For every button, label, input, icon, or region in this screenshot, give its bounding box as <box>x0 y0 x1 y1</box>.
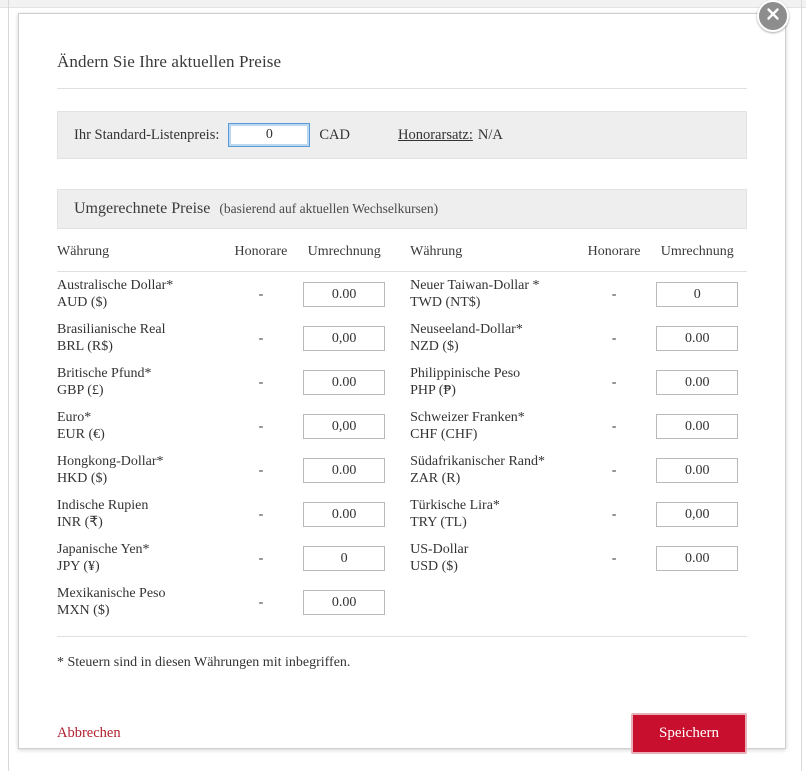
currency-name: Philippinische Peso <box>410 366 521 382</box>
currency-cell <box>57 448 227 492</box>
currency-code: HKD ($) <box>57 470 108 486</box>
currency-name: Türkische Lira* <box>410 498 500 514</box>
list-price-currency: CAD <box>319 126 350 143</box>
conversion-cell <box>648 404 747 448</box>
conversion-cell <box>648 492 747 536</box>
conversion-cell <box>648 448 747 492</box>
page-right-rule <box>801 0 802 771</box>
currency-code: TWD (NT$) <box>410 294 481 310</box>
currency-name: Schweizer Franken* <box>410 410 525 426</box>
conversion-input-left[interactable] <box>303 458 385 483</box>
header-currency-right: Währung <box>410 235 580 272</box>
fee-cell: - <box>611 506 617 522</box>
currency-name: Japanische Yen* <box>57 542 150 558</box>
conversion-input-right[interactable] <box>656 326 738 351</box>
conversion-input-right[interactable] <box>656 414 738 439</box>
currency-cell <box>57 316 227 360</box>
conversion-input-right[interactable] <box>656 370 738 395</box>
table-row <box>57 316 747 360</box>
row-spacer <box>394 536 410 580</box>
page-top-bar <box>0 0 806 8</box>
conversion-cell <box>294 272 393 317</box>
fee-cell: - <box>611 330 617 346</box>
conversion-input-left[interactable] <box>303 546 385 571</box>
conversion-cell <box>294 536 393 580</box>
currency-code: TRY (TL) <box>410 514 467 530</box>
list-price-row <box>57 111 747 159</box>
conversion-cell <box>648 360 747 404</box>
currency-rows <box>57 272 747 625</box>
modal-body <box>57 52 747 754</box>
currency-cell <box>410 492 580 536</box>
currency-code: PHP (₱) <box>410 382 456 398</box>
currency-cell <box>410 272 580 317</box>
save-button[interactable]: Speichern <box>631 713 747 754</box>
currency-name: Mexikanische Peso <box>57 586 166 602</box>
conversion-input-right[interactable] <box>656 282 738 307</box>
currency-code: USD ($) <box>410 558 458 574</box>
conversion-cell <box>294 316 393 360</box>
page-title: Ändern Sie Ihre aktuellen Preise <box>57 52 747 89</box>
empty-conversion-cell <box>648 580 747 624</box>
currency-cell <box>57 536 227 580</box>
converted-prices-title: Umgerechnete Preise <box>74 200 211 217</box>
row-spacer <box>394 272 410 317</box>
header-spacer <box>394 235 410 272</box>
currency-cell <box>410 316 580 360</box>
fee-rate-link[interactable]: Honorarsatz: <box>398 126 473 143</box>
conversion-input-right[interactable] <box>656 502 738 527</box>
tax-footnote: * Steuern sind in diesen Währungen mit inbegriffen. <box>57 636 747 671</box>
table-row <box>57 360 747 404</box>
currency-name: Südafrikanischer Rand* <box>410 454 546 470</box>
cancel-link[interactable]: Abbrechen <box>57 725 121 742</box>
currency-code: INR (₹) <box>57 514 103 530</box>
converted-prices-subtitle: (basierend auf aktuellen Wechselkursen) <box>219 201 439 216</box>
currency-cell <box>57 360 227 404</box>
currency-cell <box>410 448 580 492</box>
row-spacer <box>394 448 410 492</box>
fee-cell: - <box>611 286 617 302</box>
currency-cell <box>410 536 580 580</box>
currency-name: US-Dollar <box>410 542 469 558</box>
converted-prices-header <box>57 189 747 229</box>
table-row <box>57 580 747 624</box>
conversion-input-left[interactable] <box>303 414 385 439</box>
row-spacer <box>394 492 410 536</box>
conversion-input-left[interactable] <box>303 370 385 395</box>
conversion-input-left[interactable] <box>303 282 385 307</box>
conversion-cell <box>294 492 393 536</box>
conversion-input-left[interactable] <box>303 326 385 351</box>
table-row <box>57 272 747 317</box>
empty-fee-cell <box>581 580 648 624</box>
currency-code: EUR (€) <box>57 426 105 442</box>
row-spacer <box>394 580 410 624</box>
empty-currency-cell <box>410 580 580 624</box>
header-currency-left: Währung <box>57 235 227 272</box>
conversion-cell <box>648 272 747 317</box>
fee-cell: - <box>258 374 264 390</box>
currency-cell <box>57 580 227 624</box>
fee-cell: - <box>258 550 264 566</box>
currency-code: GBP (£) <box>57 382 104 398</box>
fee-cell: - <box>258 330 264 346</box>
currency-name: Euro* <box>57 410 92 426</box>
currency-code: ZAR (R) <box>410 470 461 486</box>
table-row <box>57 404 747 448</box>
fee-cell: - <box>258 418 264 434</box>
currency-cell <box>410 404 580 448</box>
currency-cell <box>57 272 227 317</box>
modal-actions <box>57 713 747 754</box>
fee-cell: - <box>258 594 264 610</box>
close-icon[interactable] <box>757 0 789 32</box>
fee-cell: - <box>258 506 264 522</box>
currency-name: Neuseeland-Dollar* <box>410 322 523 338</box>
currency-cell <box>57 492 227 536</box>
header-conversion-left: Umrechnung <box>294 235 393 272</box>
fee-cell: - <box>611 550 617 566</box>
page-left-rule <box>8 0 9 771</box>
currency-cell <box>410 360 580 404</box>
currency-name: Australische Dollar* <box>57 278 174 293</box>
currency-name: Hongkong-Dollar* <box>57 454 164 470</box>
fee-cell: - <box>611 374 617 390</box>
conversion-input-right[interactable] <box>656 546 738 571</box>
row-spacer <box>394 404 410 448</box>
conversion-cell <box>294 404 393 448</box>
header-fees-right: Honorare <box>581 235 648 272</box>
row-spacer <box>394 316 410 360</box>
currency-cell <box>57 404 227 448</box>
conversion-input-left[interactable] <box>303 590 385 615</box>
fee-cell: - <box>611 418 617 434</box>
header-conversion-right: Umrechnung <box>648 235 747 272</box>
currency-code: JPY (¥) <box>57 558 100 574</box>
fee-cell: - <box>258 286 264 302</box>
currency-code: NZD ($) <box>410 338 459 354</box>
currency-name: Neuer Taiwan-Dollar * <box>410 278 540 293</box>
table-row <box>57 448 747 492</box>
currency-name: Indische Rupien <box>57 498 149 514</box>
fee-cell: - <box>258 462 264 478</box>
currency-name: Brasilianische Real <box>57 322 166 338</box>
conversion-cell <box>294 580 393 624</box>
conversion-input-right[interactable] <box>656 458 738 483</box>
fee-rate-value: N/A <box>477 126 503 143</box>
row-spacer <box>394 360 410 404</box>
table-row <box>57 492 747 536</box>
table-row <box>57 536 747 580</box>
pricing-modal <box>18 13 786 749</box>
conversion-input-left[interactable] <box>303 502 385 527</box>
conversion-cell <box>294 448 393 492</box>
currency-code: AUD ($) <box>57 294 108 310</box>
conversion-cell <box>648 536 747 580</box>
header-fees-left: Honorare <box>227 235 294 272</box>
fee-cell: - <box>611 462 617 478</box>
list-price-input[interactable] <box>228 123 310 147</box>
table-header-row <box>57 235 747 272</box>
list-price-label: Ihr Standard-Listenpreis: <box>74 126 220 143</box>
conversion-cell <box>648 316 747 360</box>
currency-name: Britische Pfund* <box>57 366 152 382</box>
currency-code: BRL (R$) <box>57 338 113 354</box>
currency-code: MXN ($) <box>57 602 110 618</box>
currency-code: CHF (CHF) <box>410 426 478 442</box>
conversion-cell <box>294 360 393 404</box>
currency-rates-table <box>57 235 747 624</box>
